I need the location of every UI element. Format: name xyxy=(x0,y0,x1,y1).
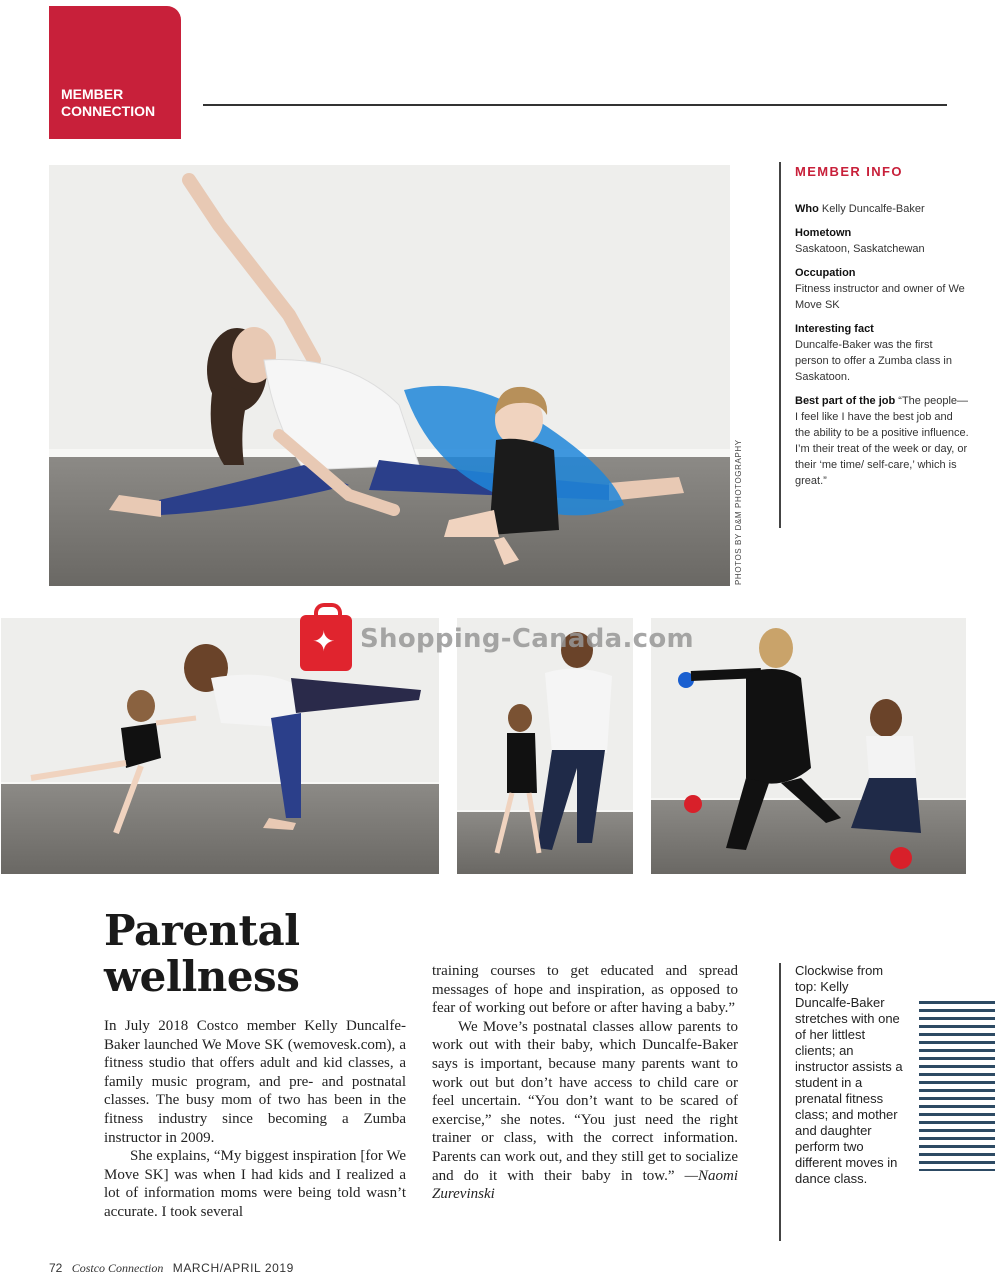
main-photo xyxy=(49,165,730,586)
decorative-stripes xyxy=(919,1001,995,1171)
maple-leaf-shopping-bag-icon: ✦ xyxy=(300,615,352,671)
info-best-value: “The people—I feel like I have the best job and the ability to be a positive influence. I’m their treat of the week or day, or their ‘me time/ self-care,’ which is great.” xyxy=(795,395,969,487)
section-label-line2: CONNECTION xyxy=(61,103,156,119)
stretching-woman-figure xyxy=(49,165,730,586)
section-label-line1: MEMBER xyxy=(61,86,124,102)
info-hometown-label: Hometown xyxy=(795,227,852,239)
caption-text: Clockwise from top: Kelly Duncalfe-Baker stretches with one of her littlest clients; an instructor assists a student in a prenatal fitness class; and mother and daughter perform two different moves in dance class. xyxy=(795,963,903,1186)
issue-date: MARCH/APRIL 2019 xyxy=(172,1261,294,1275)
info-best-part xyxy=(795,393,969,489)
info-hometown xyxy=(795,225,969,257)
article-paragraph-text: We Move’s postnatal classes allow parents to work out with their baby, which Duncalfe-Baker says is important, because many parents want to work out but don’t have access to child care or feel uncertain. “You don’t want to be scared of exercise,” she notes. “You just need the right trainer or class, with the correct information. Parents can work out, and they still get to socialize and do it with their baby in tow.” xyxy=(432,1018,738,1184)
kettlebell-figures xyxy=(651,618,966,874)
magazine-name: Costco Connection xyxy=(71,1261,164,1275)
info-hometown-value: Saskatoon, Saskatchewan xyxy=(795,243,925,255)
info-best-label: Best part of the job xyxy=(795,395,896,407)
info-fact-value: Duncalfe-Baker was the first person to offer a Zumba class in Saskatoon. xyxy=(795,339,952,383)
watermark xyxy=(300,604,694,674)
watermark-text: Shopping-Canada.com xyxy=(360,624,694,654)
info-who-value: Kelly Duncalfe-Baker xyxy=(821,203,925,215)
photo-kettlebell-workout xyxy=(651,618,966,874)
article-paragraph: training courses to get educated and spread messages of hope and inspiration, as opposed to fear of working out before or after having a baby.” xyxy=(432,963,738,1017)
info-who xyxy=(795,201,969,217)
article-paragraph: She explains, “My biggest inspiration [for We Move SK] was when I had kids and I realized a lot of information moms were being told wasn’t accurate. I took several xyxy=(104,1148,406,1220)
section-tab xyxy=(49,6,181,139)
page-footer xyxy=(49,1261,294,1276)
article-column-1 xyxy=(104,1017,406,1222)
info-fact-label: Interesting fact xyxy=(795,323,874,335)
header-rule xyxy=(203,104,947,106)
page-number: 72 xyxy=(49,1261,63,1275)
article-column-2 xyxy=(432,962,738,1204)
photo-credit: PHOTOS BY D&M PHOTOGRAPHY xyxy=(734,439,743,585)
article-byline: —Naomi Zurevinski xyxy=(432,1167,738,1203)
article-paragraph: In July 2018 Costco member Kelly Duncalfe-Baker launched We Move SK (wemovesk.com), a fitness studio that offers adult and kid classes, a family music program, and pre- and postnatal classes. The busy mom of two has been in the fitness industry since becoming a Zumba instructor in 2009. xyxy=(104,1018,406,1146)
article-headline xyxy=(104,908,300,1000)
headline-line2: wellness xyxy=(104,952,300,1001)
headline-line1: Parental xyxy=(104,906,300,955)
info-who-label: Who xyxy=(795,203,819,215)
info-occupation-label: Occupation xyxy=(795,267,856,279)
info-occupation-value: Fitness instructor and owner of We Move SK xyxy=(795,283,965,311)
member-info-title: MEMBER INFO xyxy=(795,164,903,179)
info-fact xyxy=(795,321,969,385)
member-info-sidebar xyxy=(779,162,969,528)
article-paragraph xyxy=(432,1018,738,1204)
info-occupation xyxy=(795,265,969,313)
